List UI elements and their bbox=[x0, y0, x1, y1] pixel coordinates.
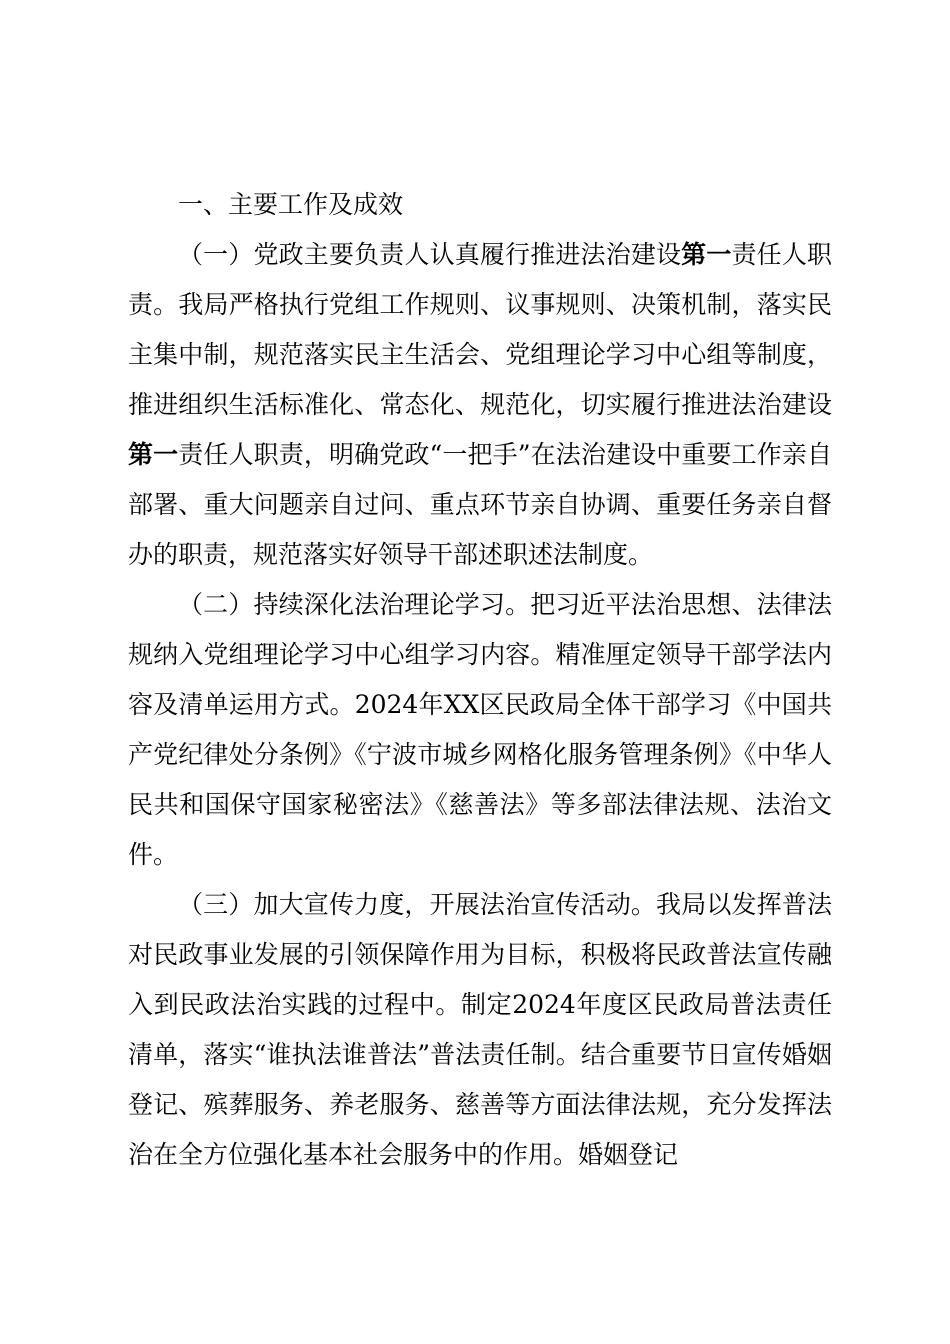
document-body bbox=[128, 180, 832, 1180]
paragraph-1 bbox=[128, 230, 832, 580]
paragraph-1-text-b: 责任人职责。我局严格执行党组工作规则、议事规则、决策机制，落实民主集中制，规范落实民主生活会、党组理论学习中心组等制度，推进组织生活标准化、常态化、规范化，切实履行推进法治建设 bbox=[128, 240, 832, 419]
paragraph-1-text-c: 责任人职责，明确党政“一把手”在法治建设中重要工作亲自部署、重大问题亲自过问、重点环节亲自协调、重要任务亲自督办的职责，规范落实好领导干部述职述法制度。 bbox=[128, 440, 832, 569]
paragraph-3: （三）加大宣传力度，开展法治宣传活动。我局以发挥普法对民政事业发展的引领保障作用为目标，积极将民政普法宣传融入到民政法治实践的过程中。制定2024年度区民政局普法责任清单，落实“谁执法谁普法”普法责任制。结合重要节日宣传婚姻登记、殡葬服务、养老服务、慈善等方面法律法规，充分发挥法治在全方位强化基本社会服务中的作用。婚姻登记 bbox=[128, 890, 832, 1169]
paragraph-1-text-a: （一）党政主要负责人认真履行推进法治建设 bbox=[178, 240, 682, 269]
paragraph-2: （二）持续深化法治理论学习。把习近平法治思想、法律法规纳入党组理论学习中心组学习内容。精准厘定领导干部学法内容及清单运用方式。2024年XX区民政局全体干部学习《中国共产党纪律处分条例》《宁波市城乡网格化服务管理条例》《中华人民共和国保守国家秘密法》《慈善法》等多部法律法规、法治文件。 bbox=[128, 590, 832, 869]
paragraph-1-bold-b: 第一 bbox=[128, 440, 179, 469]
paragraph-1-bold-a: 第一 bbox=[681, 240, 732, 269]
section-heading: 一、主要工作及成效 bbox=[178, 190, 404, 219]
